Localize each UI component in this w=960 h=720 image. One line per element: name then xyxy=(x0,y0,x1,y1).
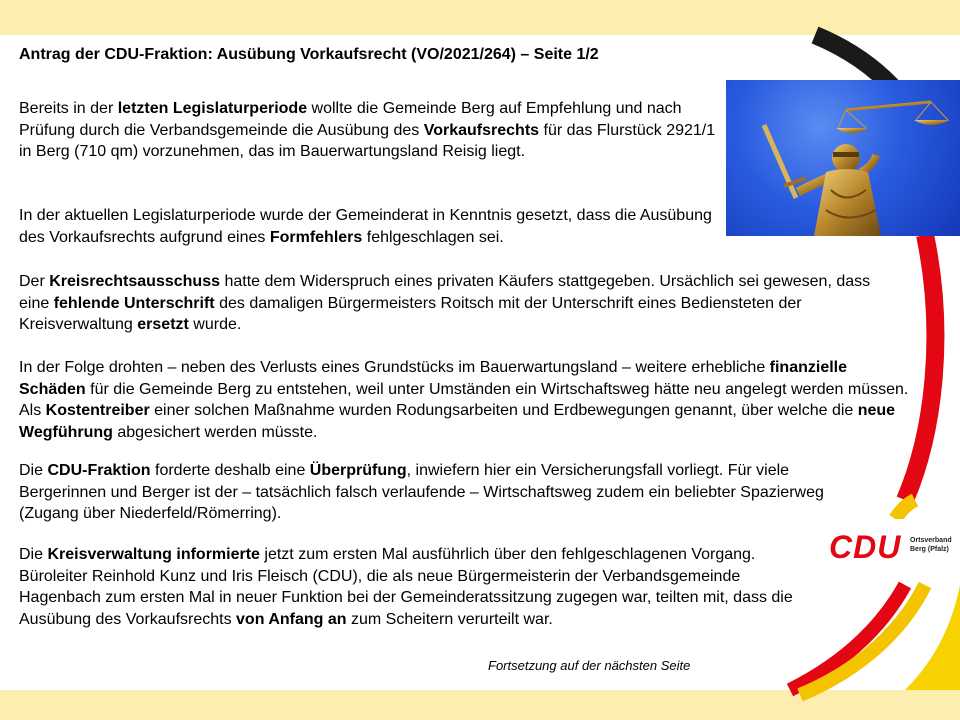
paragraph-run: forderte deshalb eine xyxy=(150,462,310,479)
paragraph-run: Überprüfung xyxy=(309,462,407,479)
paragraph-3 xyxy=(19,271,899,336)
paragraph-run: für die Gemeinde Berg zu entstehen, weil unter Umständen ein Wirtschaftsweg hätte neu angelegt werden müssen. Als xyxy=(19,380,909,419)
paragraph-run: neue Wegführung xyxy=(19,402,896,441)
paragraph-run: Der xyxy=(19,273,50,290)
paragraph-run: zum Scheitern verurteilt war. xyxy=(346,610,553,628)
paragraph-run: Die xyxy=(19,462,48,479)
paragraph-run: letzten Legislaturperiode xyxy=(117,100,308,117)
paragraph-run: von Anfang an xyxy=(236,610,347,628)
paragraph-run: einer solchen Maßnahme wurden Rodungsarbeiten und Erdbewegungen genannt, über welche die xyxy=(149,402,858,419)
paragraph-run: abgesichert werden müsste. xyxy=(112,423,318,441)
paragraph-run: fehlende Unterschrift xyxy=(53,294,215,312)
cdu-logo-line1: Ortsverband xyxy=(910,537,952,544)
cdu-logo xyxy=(826,519,960,575)
paragraph-run: Die xyxy=(19,546,48,563)
paragraph-run: In der Folge drohten – neben des Verlusts eines Grundstücks im Bauerwartungsland – weitere erhebliche xyxy=(19,359,770,376)
paragraph-run: Vorkaufsrechts xyxy=(423,121,540,139)
paragraph-5 xyxy=(19,460,859,525)
paragraph-4 xyxy=(19,357,909,443)
paragraph-run: Kostentreiber xyxy=(45,402,150,419)
cdu-logo-line2: Berg (Pfalz) xyxy=(910,546,949,553)
paragraph-run: für das Flurstück 2921/1 in Berg (710 qm) vorzunehmen, das im Bauerwartungsland Reisig liegt. xyxy=(19,121,716,160)
cdu-logo-subtitle xyxy=(910,536,952,554)
slide-title: Antrag der CDU-Fraktion: Ausübung Vorkaufsrecht (VO/2021/264) – Seite 1/2 xyxy=(19,46,599,63)
continuation-note: Fortsetzung auf der nächsten Seite xyxy=(488,658,691,673)
paragraph-run: jetzt zum ersten Mal ausführlich über den fehlgeschlagenen Vorgang. Büroleiter Reinhold Kunz und Iris Fleisch (CDU), die als neue Bürgermeisterin der Verbandsgemeinde Hagenbach zum ersten Mal in neuer Funktion bei der Gemeinderatssitzung zugegen war, teilten mit, dass die Ausübung des Vorkaufsrechts xyxy=(19,546,793,628)
paragraph-6 xyxy=(19,544,819,630)
paragraph-run: ersetzt xyxy=(137,316,189,333)
paragraph-run: Kreisrechtsausschuss xyxy=(49,273,220,290)
paragraph-run: fehlgeschlagen sei. xyxy=(362,228,504,246)
paragraph-1 xyxy=(19,98,719,163)
paragraph-2 xyxy=(19,205,719,248)
paragraph-run: CDU-Fraktion xyxy=(47,462,151,479)
paragraph-run: , inwiefern hier ein Versicherungsfall vorliegt. Für viele Bergerinnen und Berger ist der – tatsächlich falsch verlaufende – Wirtschaftsweg zudem ein beliebter Spazierweg (Zugang über Niederfeld/Römerring). xyxy=(19,462,824,522)
paragraph-run: Kreisverwaltung informierte xyxy=(47,546,260,563)
paragraph-run: Bereits in der xyxy=(19,100,118,117)
paragraph-run: In der aktuellen Legislaturperiode wurde der Gemeinderat in Kenntnis gesetzt, dass die Ausübung des Vorkaufsrechts aufgrund eines xyxy=(19,207,712,246)
paragraph-run: hatte dem Widerspruch eines privaten Käufers stattgegeben. Ursächlich sei gewesen, dass eine xyxy=(19,273,871,312)
paragraph-run: wollte die Gemeinde Berg auf Empfehlung und nach Prüfung durch die Verbandsgemeinde die Ausübung des xyxy=(19,100,682,139)
paragraph-run: des damaligen Bürgermeisters Roitsch mit der Unterschrift eines Bediensteten der Kreisverwaltung xyxy=(19,294,802,333)
paragraph-run: finanzielle Schäden xyxy=(19,359,848,398)
paragraph-run: wurde. xyxy=(188,316,242,333)
paragraph-run: Formfehlers xyxy=(269,228,363,246)
justitia-statue-icon xyxy=(726,80,960,236)
cdu-logo-brand: CDU xyxy=(829,529,902,565)
